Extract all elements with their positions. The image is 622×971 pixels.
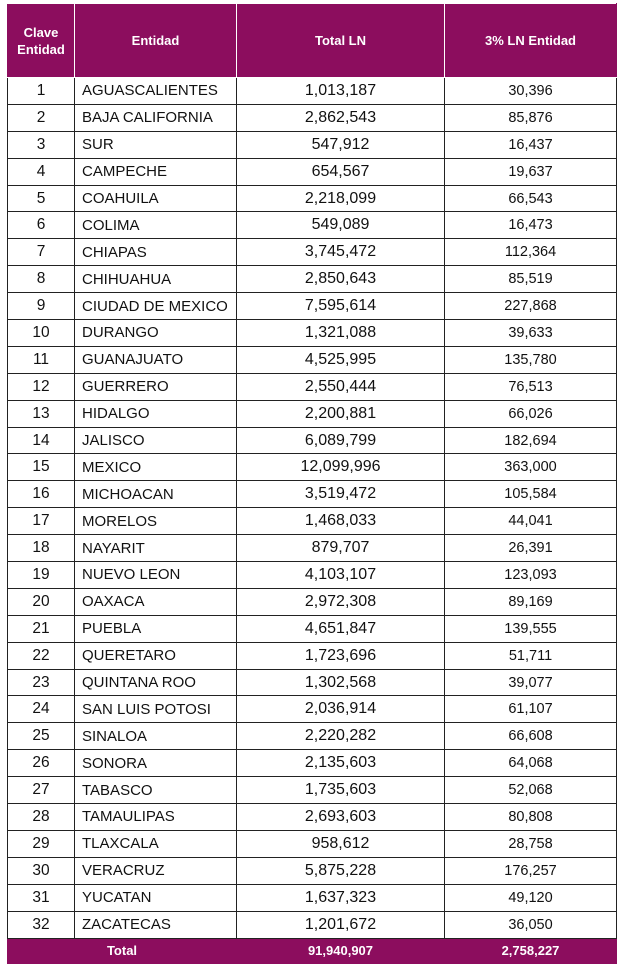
row-entity-cell: MICHOACAN	[75, 481, 237, 508]
row-total-cell: 2,850,643	[237, 266, 445, 293]
row-key-cell: 12	[8, 373, 75, 400]
header-percent: 3% LN Entidad	[445, 4, 617, 78]
table-row	[8, 373, 617, 400]
row-entity-cell: TAMAULIPAS	[75, 804, 237, 831]
row-key-cell: 32	[8, 911, 75, 938]
row-total-cell: 3,745,472	[237, 239, 445, 266]
row-entity-cell: TLAXCALA	[75, 830, 237, 857]
table-row	[8, 830, 617, 857]
row-entity-cell: SUR	[75, 131, 237, 158]
row-entity-cell: NAYARIT	[75, 535, 237, 562]
table-row	[8, 884, 617, 911]
row-total-cell: 1,637,323	[237, 884, 445, 911]
table-row	[8, 750, 617, 777]
table-body	[8, 78, 617, 939]
row-entity-cell: DURANGO	[75, 320, 237, 347]
row-total-cell: 3,519,472	[237, 481, 445, 508]
row-total-cell: 2,550,444	[237, 373, 445, 400]
row-entity-cell: JALISCO	[75, 427, 237, 454]
row-entity-cell: OAXACA	[75, 588, 237, 615]
row-total-cell: 1,723,696	[237, 642, 445, 669]
row-key-cell: 7	[8, 239, 75, 266]
table-row	[8, 535, 617, 562]
table-row	[8, 481, 617, 508]
row-entity-cell: CIUDAD DE MEXICO	[75, 293, 237, 320]
row-key-cell: 14	[8, 427, 75, 454]
row-entity-cell: COLIMA	[75, 212, 237, 239]
row-entity-cell: CHIAPAS	[75, 239, 237, 266]
row-total-cell: 5,875,228	[237, 857, 445, 884]
header-key-line-1: Clave	[23, 24, 59, 40]
row-total-cell: 2,862,543	[237, 104, 445, 131]
row-key-cell: 17	[8, 508, 75, 535]
row-key-cell: 31	[8, 884, 75, 911]
row-entity-cell: SONORA	[75, 750, 237, 777]
row-key-cell: 9	[8, 293, 75, 320]
total-label: Total	[8, 938, 237, 963]
row-key-cell: 2	[8, 104, 75, 131]
row-total-cell: 1,201,672	[237, 911, 445, 938]
row-total-cell: 654,567	[237, 158, 445, 185]
row-percent-cell: 227,868	[445, 293, 617, 320]
row-entity-cell: SAN LUIS POTOSI	[75, 696, 237, 723]
row-entity-cell: QUINTANA ROO	[75, 669, 237, 696]
row-entity-cell: MEXICO	[75, 454, 237, 481]
table-row	[8, 427, 617, 454]
row-key-cell: 27	[8, 777, 75, 804]
row-entity-cell: AGUASCALIENTES	[75, 78, 237, 105]
table-row	[8, 911, 617, 938]
table-row	[8, 320, 617, 347]
row-total-cell: 2,220,282	[237, 723, 445, 750]
header-key	[8, 4, 75, 78]
row-key-cell: 26	[8, 750, 75, 777]
table-row	[8, 185, 617, 212]
table-header	[8, 4, 617, 78]
table-row	[8, 454, 617, 481]
table-row	[8, 239, 617, 266]
row-total-cell: 2,218,099	[237, 185, 445, 212]
row-key-cell: 24	[8, 696, 75, 723]
table-row	[8, 293, 617, 320]
table-footer	[8, 938, 617, 963]
row-percent-cell: 26,391	[445, 535, 617, 562]
row-percent-cell: 44,041	[445, 508, 617, 535]
row-key-cell: 25	[8, 723, 75, 750]
table-row	[8, 78, 617, 105]
row-percent-cell: 66,543	[445, 185, 617, 212]
row-key-cell: 11	[8, 346, 75, 373]
table-row	[8, 696, 617, 723]
table-row	[8, 400, 617, 427]
row-percent-cell: 30,396	[445, 78, 617, 105]
row-entity-cell: SINALOA	[75, 723, 237, 750]
row-key-cell: 5	[8, 185, 75, 212]
row-percent-cell: 105,584	[445, 481, 617, 508]
row-key-cell: 15	[8, 454, 75, 481]
row-percent-cell: 176,257	[445, 857, 617, 884]
header-total: Total LN	[237, 4, 445, 78]
table-row	[8, 669, 617, 696]
table-row	[8, 777, 617, 804]
row-key-cell: 3	[8, 131, 75, 158]
row-entity-cell: TABASCO	[75, 777, 237, 804]
table-row	[8, 508, 617, 535]
row-key-cell: 10	[8, 320, 75, 347]
row-key-cell: 19	[8, 562, 75, 589]
row-total-cell: 1,321,088	[237, 320, 445, 347]
row-entity-cell: MORELOS	[75, 508, 237, 535]
row-percent-cell: 66,026	[445, 400, 617, 427]
row-total-cell: 6,089,799	[237, 427, 445, 454]
table-row	[8, 723, 617, 750]
row-entity-cell: PUEBLA	[75, 615, 237, 642]
row-entity-cell: NUEVO LEON	[75, 562, 237, 589]
row-total-cell: 1,735,603	[237, 777, 445, 804]
row-percent-cell: 85,876	[445, 104, 617, 131]
row-total-cell: 7,595,614	[237, 293, 445, 320]
table-row	[8, 158, 617, 185]
row-total-cell: 4,525,995	[237, 346, 445, 373]
row-key-cell: 1	[8, 78, 75, 105]
row-percent-cell: 64,068	[445, 750, 617, 777]
row-entity-cell: COAHUILA	[75, 185, 237, 212]
row-key-cell: 6	[8, 212, 75, 239]
row-percent-cell: 16,473	[445, 212, 617, 239]
row-entity-cell: CAMPECHE	[75, 158, 237, 185]
entity-table-sheet	[7, 3, 616, 964]
row-percent-cell: 80,808	[445, 804, 617, 831]
row-key-cell: 18	[8, 535, 75, 562]
row-percent-cell: 39,633	[445, 320, 617, 347]
row-entity-cell: GUANAJUATO	[75, 346, 237, 373]
row-total-cell: 4,103,107	[237, 562, 445, 589]
row-percent-cell: 28,758	[445, 830, 617, 857]
row-percent-cell: 49,120	[445, 884, 617, 911]
row-percent-cell: 16,437	[445, 131, 617, 158]
row-total-cell: 1,013,187	[237, 78, 445, 105]
row-key-cell: 28	[8, 804, 75, 831]
row-key-cell: 16	[8, 481, 75, 508]
row-total-cell: 958,612	[237, 830, 445, 857]
table-row	[8, 804, 617, 831]
row-total-cell: 2,135,603	[237, 750, 445, 777]
total-percent-value: 2,758,227	[445, 938, 617, 963]
row-entity-cell: CHIHUAHUA	[75, 266, 237, 293]
table-row	[8, 562, 617, 589]
row-total-cell: 879,707	[237, 535, 445, 562]
row-entity-cell: ZACATECAS	[75, 911, 237, 938]
total-row	[8, 938, 617, 963]
row-key-cell: 13	[8, 400, 75, 427]
row-percent-cell: 19,637	[445, 158, 617, 185]
table-row	[8, 131, 617, 158]
row-percent-cell: 363,000	[445, 454, 617, 481]
row-entity-cell: BAJA CALIFORNIA	[75, 104, 237, 131]
row-percent-cell: 89,169	[445, 588, 617, 615]
row-total-cell: 549,089	[237, 212, 445, 239]
row-key-cell: 4	[8, 158, 75, 185]
row-percent-cell: 52,068	[445, 777, 617, 804]
row-percent-cell: 61,107	[445, 696, 617, 723]
row-total-cell: 4,651,847	[237, 615, 445, 642]
row-key-cell: 22	[8, 642, 75, 669]
table-row	[8, 104, 617, 131]
table-row	[8, 857, 617, 884]
row-total-cell: 1,468,033	[237, 508, 445, 535]
row-key-cell: 21	[8, 615, 75, 642]
row-entity-cell: GUERRERO	[75, 373, 237, 400]
row-percent-cell: 76,513	[445, 373, 617, 400]
table-row	[8, 642, 617, 669]
table-row	[8, 588, 617, 615]
row-percent-cell: 139,555	[445, 615, 617, 642]
table-row	[8, 346, 617, 373]
row-total-cell: 2,036,914	[237, 696, 445, 723]
row-total-cell: 2,972,308	[237, 588, 445, 615]
row-entity-cell: QUERETARO	[75, 642, 237, 669]
table-row	[8, 615, 617, 642]
row-key-cell: 23	[8, 669, 75, 696]
row-key-cell: 29	[8, 830, 75, 857]
row-percent-cell: 182,694	[445, 427, 617, 454]
row-percent-cell: 112,364	[445, 239, 617, 266]
row-percent-cell: 39,077	[445, 669, 617, 696]
table-row	[8, 212, 617, 239]
row-percent-cell: 85,519	[445, 266, 617, 293]
row-entity-cell: VERACRUZ	[75, 857, 237, 884]
row-total-cell: 2,693,603	[237, 804, 445, 831]
row-percent-cell: 51,711	[445, 642, 617, 669]
row-total-cell: 12,099,996	[237, 454, 445, 481]
row-entity-cell: HIDALGO	[75, 400, 237, 427]
header-key-line-2: Entidad	[17, 41, 65, 57]
entity-table	[7, 3, 617, 964]
row-total-cell: 1,302,568	[237, 669, 445, 696]
row-total-cell: 547,912	[237, 131, 445, 158]
row-entity-cell: YUCATAN	[75, 884, 237, 911]
row-percent-cell: 135,780	[445, 346, 617, 373]
row-key-cell: 8	[8, 266, 75, 293]
header-row	[8, 4, 617, 78]
row-key-cell: 30	[8, 857, 75, 884]
total-ln-value: 91,940,907	[237, 938, 445, 963]
header-entity: Entidad	[75, 4, 237, 78]
table-row	[8, 266, 617, 293]
row-total-cell: 2,200,881	[237, 400, 445, 427]
row-percent-cell: 123,093	[445, 562, 617, 589]
row-key-cell: 20	[8, 588, 75, 615]
row-percent-cell: 36,050	[445, 911, 617, 938]
row-percent-cell: 66,608	[445, 723, 617, 750]
